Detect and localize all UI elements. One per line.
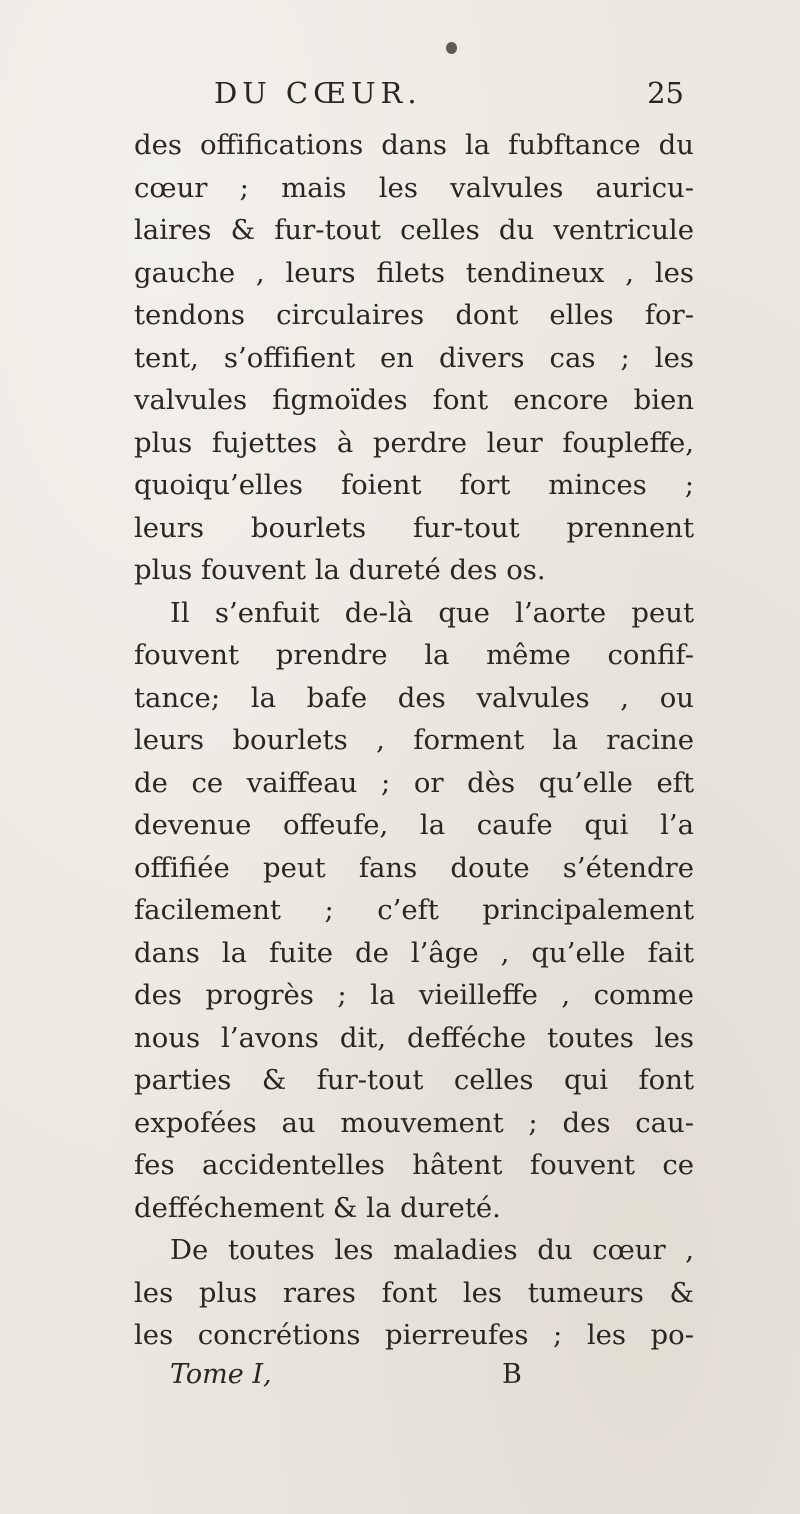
- ink-blot: [446, 42, 457, 54]
- text-line-6: tent, s’offifient en divers cas ; les: [134, 341, 694, 374]
- text-block: [134, 72, 694, 1401]
- running-head: [134, 72, 694, 124]
- text-line-23: parties & fur-tout celles qui font: [134, 1064, 694, 1096]
- text-line-19: facilement ; c’eft principalement: [134, 894, 694, 926]
- page-footer: [134, 1357, 694, 1401]
- text-line-10: leurs bourlets fur-tout prennent: [134, 511, 694, 544]
- text-line-12: Il s’enfuit de-là que l’aorte peut: [170, 596, 694, 629]
- text-line-16: de ce vaiffeau ; or dès qu’elle eft: [134, 766, 694, 799]
- signature-mark: B: [502, 1358, 522, 1390]
- volume-label: Tome I,: [170, 1358, 272, 1390]
- text-line-4: gauche , leurs filets tendineux , les: [134, 256, 694, 289]
- text-line-15: leurs bourlets , forment la racine: [134, 724, 694, 756]
- text-line-5: tendons circulaires dont elles for-: [134, 299, 694, 331]
- text-line-24: expofées au mouvement ; des cau-: [134, 1106, 694, 1139]
- text-line-11: plus fouvent la dureté des os.: [134, 554, 546, 586]
- text-line-1: des offifications dans la fubftance du: [134, 129, 694, 161]
- text-line-29: les concrétions pierreufes ; les po-: [134, 1319, 694, 1351]
- text-line-8: plus fujettes à perdre leur foupleffe,: [134, 426, 694, 459]
- text-line-22: nous l’avons dit, defféche toutes les: [134, 1021, 694, 1054]
- text-line-7: valvules figmoïdes font encore bien: [134, 384, 694, 416]
- text-line-2: cœur ; mais les valvules auricu-: [134, 171, 694, 204]
- text-line-21: des progrès ; la vieilleffe , comme: [134, 979, 694, 1011]
- text-line-20: dans la fuite de l’âge , qu’elle fait: [134, 936, 694, 969]
- text-line-3: laires & fur-tout celles du ventricule: [134, 214, 694, 246]
- text-line-26: defféchement & la dureté.: [134, 1191, 501, 1224]
- text-line-28: les plus rares font les tumeurs &: [134, 1276, 694, 1309]
- body-text: [134, 124, 694, 1357]
- page-number: 25: [647, 76, 684, 110]
- text-line-13: fouvent prendre la même confif-: [134, 639, 694, 671]
- text-line-14: tance; la bafe des valvules , ou: [134, 681, 694, 714]
- text-line-27: De toutes les maladies du cœur ,: [170, 1234, 694, 1266]
- text-line-9: quoiqu’elles foient fort minces ;: [134, 469, 694, 501]
- text-line-25: fes accidentelles hâtent fouvent ce: [134, 1149, 694, 1181]
- text-line-17: devenue offeufe, la caufe qui l’a: [134, 809, 694, 841]
- running-head-title: DU CŒUR.: [214, 76, 422, 110]
- text-line-18: offifiée peut fans doute s’étendre: [134, 851, 694, 884]
